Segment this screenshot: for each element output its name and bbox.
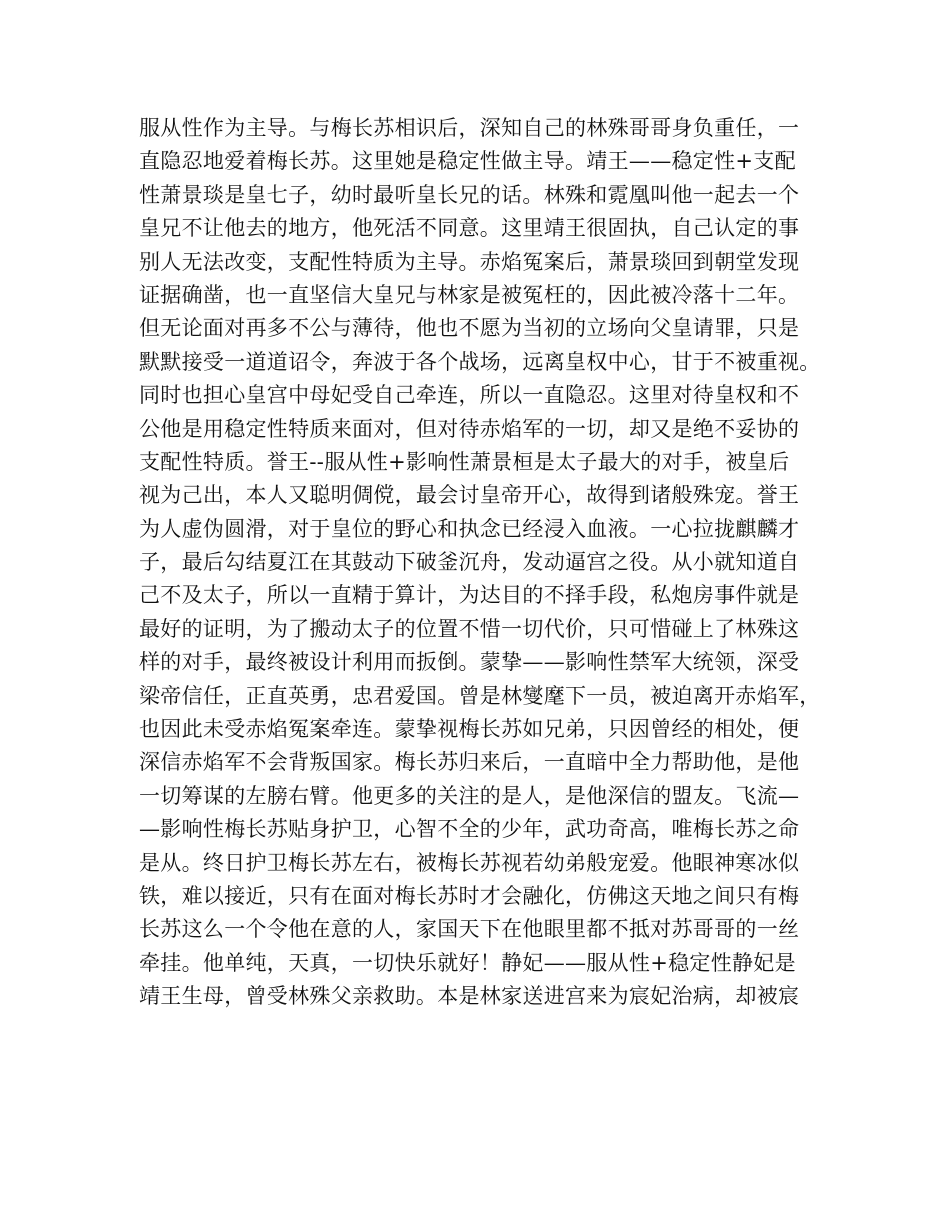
text-line: 服从性作为主导。与梅长苏相识后，深知自己的林殊哥哥身负重任，一: [139, 116, 800, 140]
text-line: 同时也担心皇宫中母妃受自己牵连，所以一直隐忍。这里对待皇权和不: [139, 383, 800, 408]
text-line: 但无论面对再多不公与薄待，他也不愿为当初的立场向父皇请罪，只是: [139, 316, 800, 341]
text-line: —影响性梅长苏贴身护卫，心智不全的少年，武功奇高，唯梅长苏之命: [139, 817, 800, 842]
text-line: 是从。终日护卫梅长苏左右，被梅长苏视若幼弟般宠爱。他眼神寒冰似: [139, 850, 800, 875]
text-line: 公他是用稳定性特质来面对，但对待赤焰军的一切，却又是绝不妥协的: [139, 416, 800, 441]
text-line: 别人无法改变，支配性特质为主导。赤焰冤案后，萧景琰回到朝堂发现: [139, 249, 800, 274]
text-line: 牵挂。他单纯，天真，一切快乐就好！静妃——服从性+稳定性静妃是: [139, 950, 796, 975]
text-line: 梁帝信任，正直英勇，忠君爱国。曾是林燮麾下一员，被迫离开赤焰军，: [139, 683, 821, 708]
text-line: 证据确凿，也一直坚信大皇兄与林家是被冤枉的，因此被冷落十二年。: [139, 282, 800, 307]
text-line: 皇兄不让他去的地方，他死活不同意。这里靖王很固执，自己认定的事: [139, 216, 800, 241]
text-line: 一切筹谋的左膀右臂。他更多的关注的是人，是他深信的盟友。飞流—: [139, 783, 800, 808]
text-line: 视为己出，本人又聪明倜傥，最会讨皇帝开心，故得到诸般殊宠。誉王: [139, 483, 800, 508]
text-line: 最好的证明，为了搬动太子的位置不惜一切代价，只可惜碰上了林殊这: [139, 616, 800, 641]
text-line: 子，最后勾结夏江在其鼓动下破釜沉舟，发动逼宫之役。从小就知道自: [139, 550, 800, 575]
text-line: 靖王生母，曾受林殊父亲救助。本是林家送进宫来为宸妃治病，却被宸: [139, 984, 800, 1009]
text-line: 支配性特质。誉王--服从性+影响性萧景桓是太子最大的对手，被皇后: [139, 449, 790, 474]
text-line: 默默接受一道道诏令，奔波于各个战场，远离皇权中心，甘于不被重视。: [139, 349, 821, 374]
body-text: [139, 112, 829, 1014]
text-line: 直隐忍地爱着梅长苏。这里她是稳定性做主导。靖王——稳定性+支配: [139, 149, 796, 174]
text-line: 为人虚伪圆滑，对于皇位的野心和执念已经浸入血液。一心拉拢麒麟才: [139, 516, 800, 541]
text-line: 铁，难以接近，只有在面对梅长苏时才会融化，仿佛这天地之间只有梅: [139, 883, 800, 908]
text-line: 深信赤焰军不会背叛国家。梅长苏归来后，一直暗中全力帮助他，是他: [139, 750, 800, 775]
text-line: 性萧景琰是皇七子，幼时最听皇长兄的话。林殊和霓凰叫他一起去一个: [139, 182, 800, 207]
text-line: 样的对手，最终被设计利用而扳倒。蒙挚——影响性禁军大统领，深受: [139, 650, 800, 675]
text-line: 也因此未受赤焰冤案牵连。蒙挚视梅长苏如兄弟，只因曾经的相处，便: [139, 717, 800, 742]
text-line: 己不及太子，所以一直精于算计，为达目的不择手段，私炮房事件就是: [139, 583, 800, 608]
text-line: 长苏这么一个令他在意的人，家国天下在他眼里都不抵对苏哥哥的一丝: [139, 917, 800, 942]
